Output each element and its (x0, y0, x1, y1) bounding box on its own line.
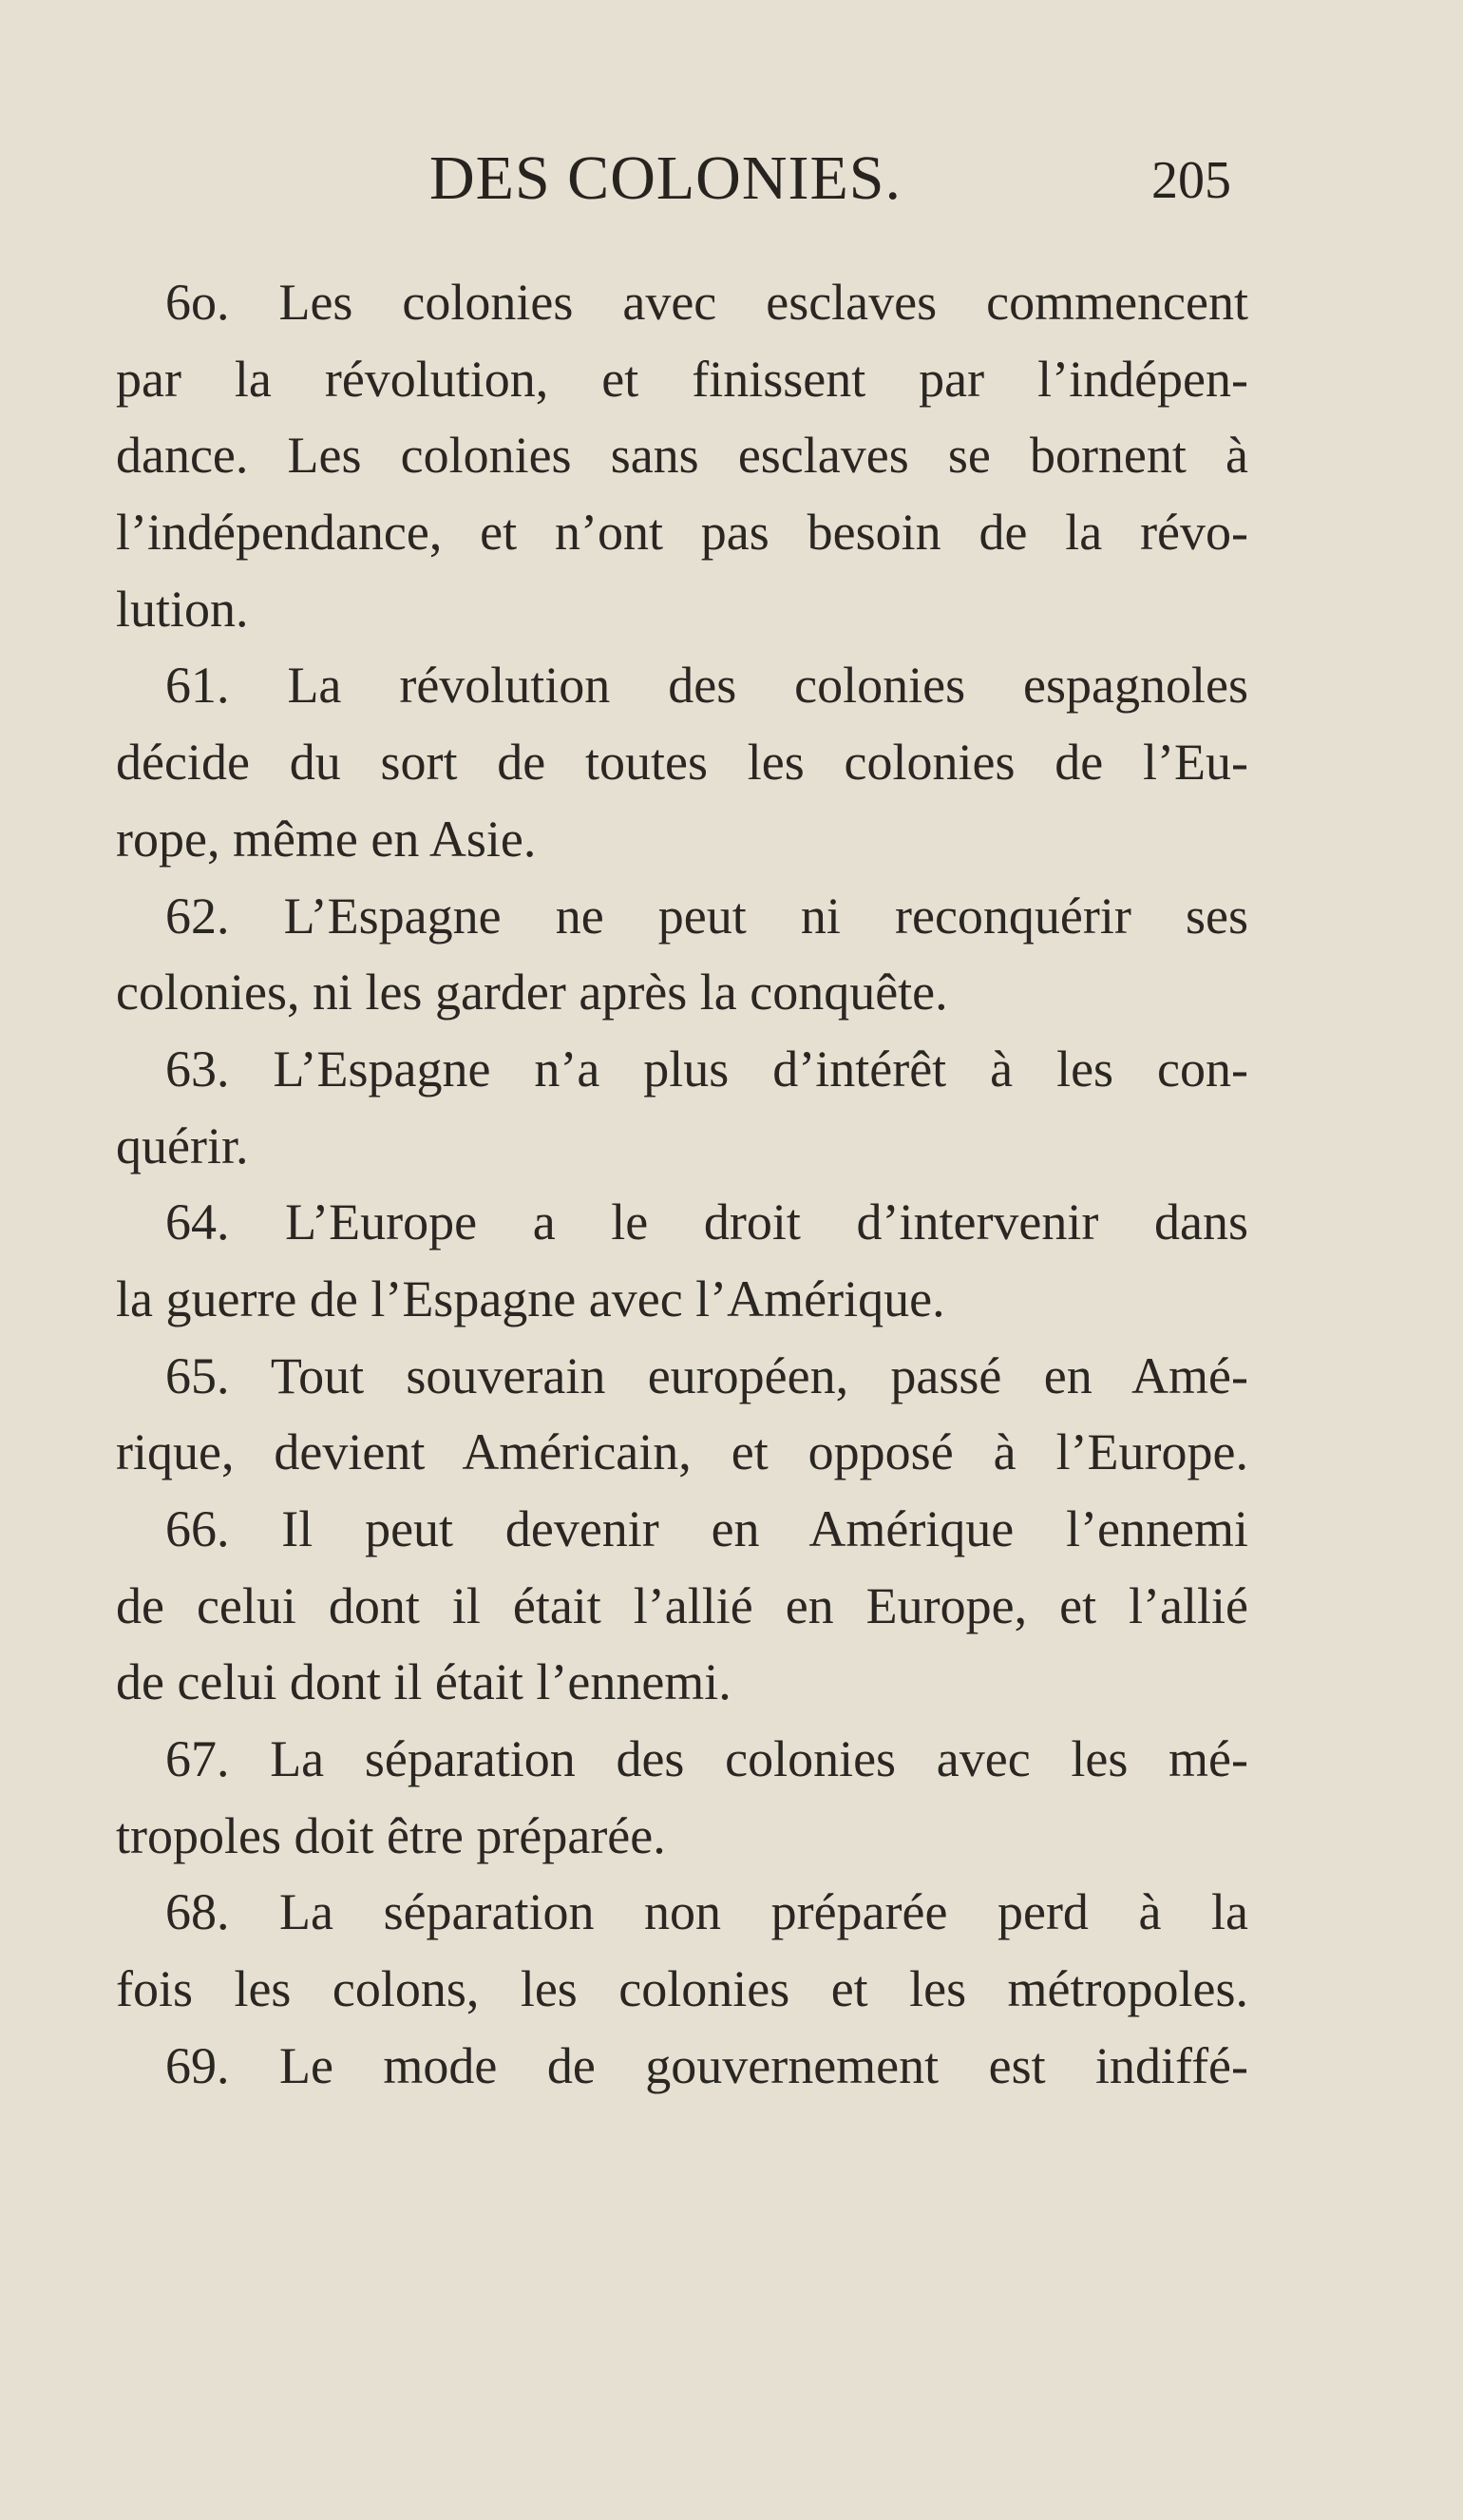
text-line: dance. Les colonies sans esclaves se bornent à (116, 427, 1248, 485)
text-line: colonies, ni les garder après la conquête. (116, 964, 948, 1021)
text-line: quérir. (116, 1117, 249, 1174)
text-line: lution. (116, 580, 249, 638)
text-line: de celui dont il était l’allié en Europe, et l’allié (116, 1576, 1248, 1634)
page-number: 205 (1151, 151, 1231, 210)
text-line: 63. L’Espagne n’a plus d’intérêt à les con- (165, 1040, 1248, 1098)
running-title: DES COLONIES. (429, 143, 902, 213)
text-line: tropoles doit être préparée. (116, 1806, 666, 1864)
text-line: de celui dont il était l’ennemi. (116, 1653, 732, 1711)
text-line: 66. Il peut devenir en Amérique l’ennemi (165, 1500, 1248, 1557)
text-line: décide du sort de toutes les colonies de l’Eu- (116, 734, 1248, 792)
text-line: par la révolution, et finissent par l’indépen- (116, 350, 1248, 408)
text-line: 62. L’Espagne ne peut ni reconquérir ses (165, 887, 1248, 945)
text-line: 64. L’Europe a le droit d’intervenir dans (165, 1193, 1248, 1251)
text-line: 6o. Les colonies avec esclaves commencent (165, 274, 1248, 331)
text-line: l’indépendance, et n’ont pas besoin de la révo- (116, 504, 1248, 562)
text-line: 61. La révolution des colonies espagnoles (165, 657, 1248, 715)
text-line: rope, même en Asie. (116, 810, 537, 868)
text-line: 65. Tout souverain européen, passé en Amé- (165, 1346, 1248, 1404)
text-line: 68. La séparation non préparée perd à la (165, 1883, 1248, 1941)
body-text (116, 264, 1248, 2105)
text-line: fois les colons, les colonies et les métropoles. (116, 1960, 1248, 2018)
text-line: 67. La séparation des colonies avec les mé- (165, 1730, 1248, 1788)
text-line: rique, devient Américain, et opposé à l’Europe. (116, 1423, 1248, 1481)
text-line: la guerre de l’Espagne avec l’Amérique. (116, 1270, 945, 1327)
page-header (0, 141, 1463, 217)
text-line: 69. Le mode de gouvernement est indiffé- (165, 2036, 1248, 2094)
